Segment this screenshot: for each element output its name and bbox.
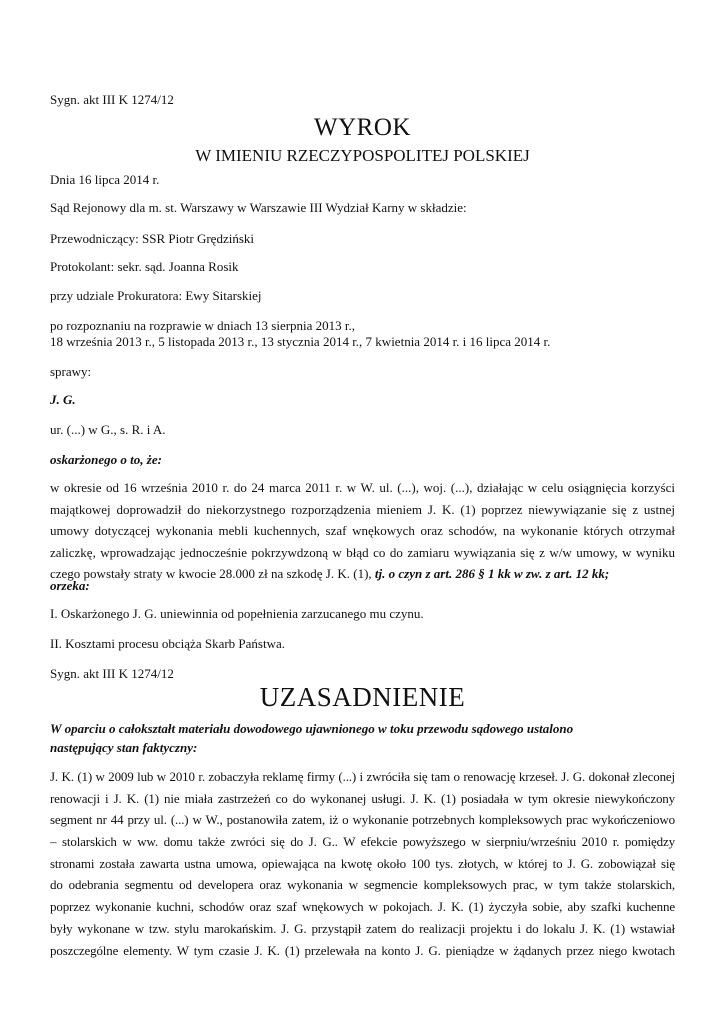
charge-line: zaliczkę, wprowadzając jednocześnie pokrzywdzoną w błąd co do zamiaru wywiązania się z w/w umowy, w wyniku bbox=[50, 544, 675, 560]
court-composition: Sąd Rejonowy dla m. st. Warszawy w Warszawie III Wydział Karny w składzie: bbox=[50, 200, 467, 215]
prosecutor: przy udziale Prokuratora: Ewy Sitarskiej bbox=[50, 288, 262, 303]
judgment-subtitle: W IMIENIU RZECZYPOSPOLITEJ POLSKIEJ bbox=[195, 146, 530, 165]
hearing-dates-line2: 18 września 2013 r., 5 listopada 2013 r., 13 stycznia 2014 r., 7 kwietnia 2014 r. i 16 lipca 2014 r. bbox=[50, 334, 551, 349]
justification-intro bbox=[50, 719, 675, 757]
body-line: renowacji i J. K. (1) nie miała zastrzeżeń co do wykonanej usługi. J. K. (1) posiadała w tym okresie niewykończony bbox=[50, 790, 675, 806]
charge-qualification: tj. o czyn z art. 286 § 1 kk w zw. z art. 12 kk; bbox=[374, 566, 610, 582]
judgment-date: Dnia 16 lipca 2014 r. bbox=[50, 172, 160, 187]
justification-intro-line: W oparciu o całokształt materiału dowodowego ujawnionego w toku przewodu sądowego ustalono bbox=[50, 721, 574, 736]
ruling-item-2: II. Kosztami procesu obciąża Skarb Państwa. bbox=[50, 636, 286, 651]
body-line: – stolarskich w ww. domu także zwróci się do J. G.. W efekcie powyższego w sierpniu/wrześniu 2010 r. pomiędzy bbox=[50, 834, 675, 850]
judgment-title: WYROK bbox=[314, 114, 411, 141]
charge-line: umowy dotyczącej wykonania mebli kuchennych, szaf wnękowych oraz schodów, na wykonanie których otrzymał bbox=[50, 523, 675, 539]
charge-last-text: czego powstały straty w kwocie 28.000 zł na szkodę J. K. (1), bbox=[50, 566, 375, 582]
body-line: poprzez wykonanie kuchni, schodów oraz szaf wnękowych w pokojach. J. K. (1) życzyła sobie, aby szafki kuchenne bbox=[50, 899, 675, 915]
case-label: sprawy: bbox=[50, 364, 92, 379]
body-line: do odebrania segmentu od developera oraz wykonania w segmencie kompleksowych prac, w tym także stolarskich, bbox=[50, 877, 675, 893]
charge-line: majątkowej doprowadził do niekorzystnego rozporządzenia mieniem J. K. (1) poprzez niewywiązanie się z ustnej bbox=[50, 501, 675, 517]
charge-line: w okresie od 16 września 2010 r. do 24 marca 2011 r. w W. ul. (...), woj. (...), działając w celu osiągnięcia korzyści bbox=[50, 480, 675, 495]
body-line: segment nr 44 przy ul. (...) w W., postanowiła zatem, iż o wykonanie potrzebnych kompleksowych prac wykończeniowo bbox=[50, 812, 675, 828]
defendant-birth: ur. (...) w G., s. R. i A. bbox=[50, 422, 166, 437]
body-line: stronami została zawarta ustna umowa, opiewająca na kwotę około 100 tys. złotych, w której to J. G. zobowiązał się bbox=[50, 855, 675, 871]
body-line: J. K. (1) w 2009 lub w 2010 r. zobaczyła reklamę firmy (...) i zwróciła się tam o renowację krzeseł. J. G. dokonał zleconej bbox=[50, 769, 675, 784]
rules-label: orzeka: bbox=[50, 578, 90, 593]
charge-text bbox=[50, 477, 675, 585]
body-line: poszczególne elementy. W tym czasie J. K. (1) przelewała na konto J. G. pieniądze w żądanych przez niego kwotach bbox=[50, 942, 675, 958]
accused-label: oskarżonego o to, że: bbox=[50, 452, 162, 467]
charge-line-last bbox=[50, 563, 675, 585]
presiding-judge: Przewodniczący: SSR Piotr Grędziński bbox=[50, 231, 254, 246]
justification-body bbox=[50, 766, 675, 961]
court-recorder: Protokolant: sekr. sąd. Joanna Rosik bbox=[50, 259, 239, 274]
justification-title: UZASADNIENIE bbox=[259, 682, 466, 712]
hearing-dates-line1: po rozpoznaniu na rozprawie w dniach 13 sierpnia 2013 r., bbox=[50, 318, 356, 333]
defendant-name: J. G. bbox=[50, 392, 76, 407]
body-line: były wykonane w tzw. stylu marokańskim. J. G. przystąpił zatem do realizacji projektu i do lokalu J. K. (1) wstawiał bbox=[50, 920, 675, 936]
justification-case-number: Sygn. akt III K 1274/12 bbox=[50, 666, 174, 681]
case-number: Sygn. akt III K 1274/12 bbox=[50, 92, 174, 107]
justification-intro-line: następujący stan faktyczny: bbox=[50, 740, 198, 755]
ruling-item-1: I. Oskarżonego J. G. uniewinnia od popełnienia zarzucanego mu czynu. bbox=[50, 606, 424, 621]
